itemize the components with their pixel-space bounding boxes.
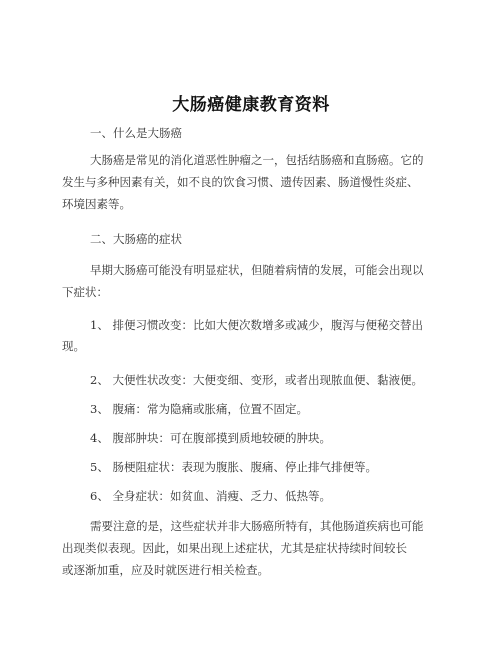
symptom-1-line-1: 1、 排便习惯改变：比如大便次数增多或减少，腹泻与便秘交替出 [90, 318, 423, 332]
section2-intro-line-2: 下症状： [62, 285, 108, 299]
section2-heading: 二、大肠癌的症状 [90, 232, 182, 246]
symptom-5: 5、 肠梗阻症状：表现为腹胀、腹痛、停止排气排便等。 [90, 460, 377, 474]
symptom-4: 4、 腹部肿块：可在腹部摸到质地较硬的肿块。 [90, 431, 331, 445]
document-title: 大肠癌健康教育资料 [172, 95, 330, 115]
note-line-2: 出现类似表现。因此，如果出现上述症状，尤其是症状持续时间较长 [62, 541, 407, 555]
note-line-3: 或逐渐加重，应及时就医进行相关检查。 [62, 563, 269, 577]
section1-heading: 一、什么是大肠癌 [90, 126, 182, 140]
section2-intro-line-1: 早期大肠癌可能没有明显症状，但随着病情的发展，可能会出现以 [90, 263, 424, 277]
note-line-1: 需要注意的是，这些症状并非大肠癌所特有，其他肠道疾病也可能 [90, 519, 424, 533]
section1-line-1: 大肠癌是常见的消化道恶性肿瘤之一，包括结肠癌和直肠癌。它的 [90, 153, 424, 167]
symptom-2: 2、 大便性状改变：大便变细、变形，或者出现脓血便、黏液便。 [90, 373, 423, 387]
symptom-1-line-2: 现。 [62, 339, 85, 353]
section1-line-3: 环境因素等。 [62, 197, 131, 211]
section1-line-2: 发生与多种因素有关，如不良的饮食习惯、遗传因素、肠道慢性炎症、 [62, 175, 419, 189]
symptom-3: 3、 腹痛：常为隐痛或胀痛，位置不固定。 [90, 402, 308, 416]
symptom-6: 6、 全身症状：如贫血、消瘦、乏力、低热等。 [90, 489, 331, 503]
